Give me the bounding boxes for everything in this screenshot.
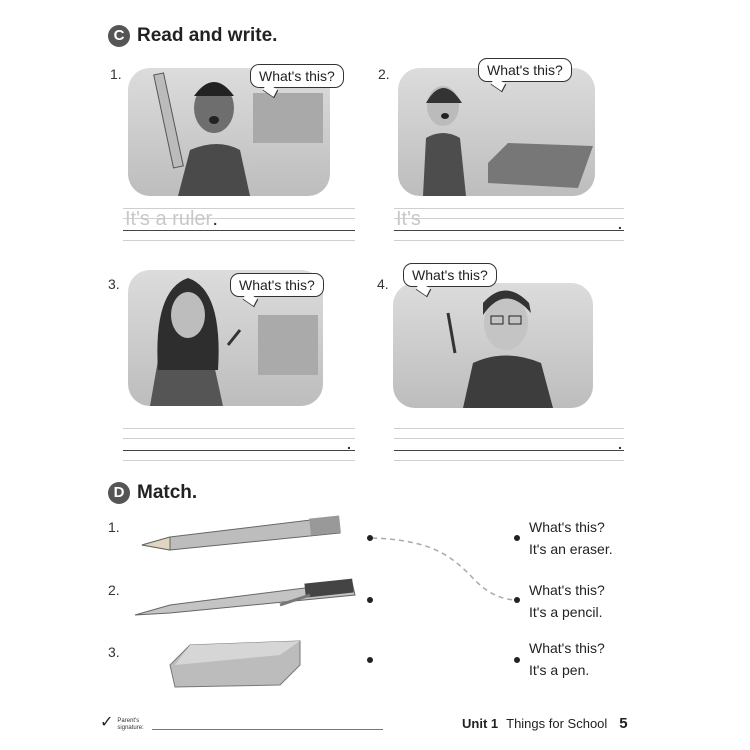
signature-label bbox=[117, 718, 143, 732]
unit-label: Unit 1 bbox=[462, 716, 499, 731]
speech-bubble: What's this? bbox=[403, 263, 497, 287]
speech-bubble: What's this? bbox=[250, 64, 344, 88]
question: What's this? bbox=[529, 582, 605, 598]
match-dot-right-1[interactable] bbox=[514, 535, 520, 541]
question: What's this? bbox=[529, 519, 605, 535]
section-c-title: Read and write. bbox=[137, 25, 278, 46]
match-dot-left-3[interactable] bbox=[367, 657, 373, 663]
answer: It's a pen. bbox=[529, 662, 590, 678]
man-illustration bbox=[393, 283, 593, 408]
signature-line[interactable] bbox=[152, 729, 383, 730]
match-dot-left-1[interactable] bbox=[367, 535, 373, 541]
check-icon: ✓ bbox=[100, 714, 114, 731]
footer-unit bbox=[462, 715, 628, 732]
match-dot-left-2[interactable] bbox=[367, 597, 373, 603]
period: . bbox=[618, 436, 622, 452]
speech-bubble: What's this? bbox=[478, 58, 572, 82]
item-number: 4. bbox=[377, 276, 389, 292]
match-number: 3. bbox=[108, 644, 120, 660]
answer-row bbox=[125, 208, 217, 231]
item-number: 1. bbox=[110, 66, 122, 82]
traced-answer: It's bbox=[396, 208, 421, 230]
section-c-badge: C bbox=[108, 25, 130, 47]
period: . bbox=[618, 216, 622, 232]
school-objects-pictures bbox=[130, 505, 370, 695]
match-number: 2. bbox=[108, 582, 120, 598]
section-d-title: Match. bbox=[137, 482, 198, 503]
section-d-badge: D bbox=[108, 482, 130, 504]
signature-label-line2: signature: bbox=[117, 725, 144, 731]
item-number: 3. bbox=[108, 276, 120, 292]
match-option-1 bbox=[529, 516, 613, 560]
pen-picture bbox=[135, 579, 355, 615]
unit-title: Things for School bbox=[506, 716, 608, 731]
man-with-pen-picture bbox=[393, 283, 593, 408]
page-number: 5 bbox=[619, 715, 628, 732]
match-dot-right-3[interactable] bbox=[514, 657, 520, 663]
parent-signature bbox=[100, 714, 144, 732]
traced-answer: It's a ruler bbox=[125, 208, 213, 230]
question: What's this? bbox=[529, 640, 605, 656]
speech-bubble: What's this? bbox=[230, 273, 324, 297]
pencil-picture bbox=[142, 515, 341, 550]
answer: It's a pencil. bbox=[529, 604, 603, 620]
match-option-3 bbox=[529, 637, 605, 681]
signature-label-line1: Parent's bbox=[117, 718, 140, 724]
answer: It's an eraser. bbox=[529, 541, 613, 557]
period: . bbox=[347, 436, 351, 452]
period: . bbox=[213, 212, 218, 228]
match-option-2 bbox=[529, 579, 605, 623]
match-dot-right-2[interactable] bbox=[514, 597, 520, 603]
item-number: 2. bbox=[378, 66, 390, 82]
match-number: 1. bbox=[108, 519, 120, 535]
eraser-picture bbox=[170, 641, 300, 687]
